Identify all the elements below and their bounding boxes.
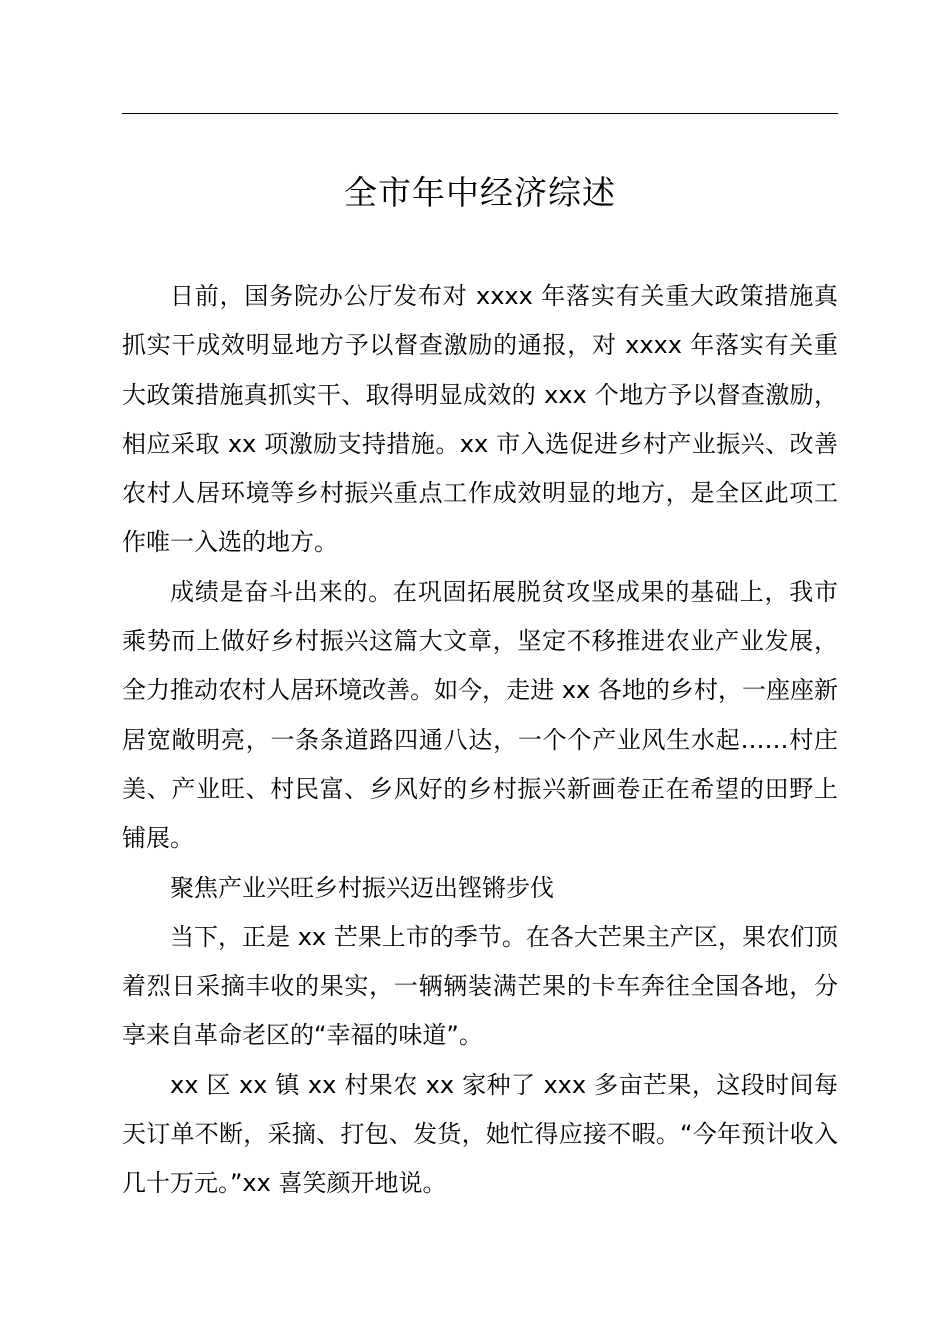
paragraph-achievements: 成绩是奋斗出来的。在巩固拓展脱贫攻坚成果的基础上，我市乘势而上做好乡村振兴这篇大文章，坚定不移推进农业产业发展，全力推动农村人居环境改善。如今，走进 xx 各地的乡村，一座座新居宽敞明亮，一条条道路四通八达，一个个产业风生水起……村庄美、产业旺、村民富、乡风好的乡村振兴新画卷正在希望的田野上铺展。: [122, 577, 838, 853]
paragraph-mango-season: 当下，正是 xx 芒果上市的季节。在各大芒果主产区，果农们顶着烈日采摘丰收的果实，一辆辆装满芒果的卡车奔往全国各地，分享来自革命老区的“幸福的味道”。: [122, 922, 838, 1050]
paragraph-intro: 日前，国务院办公厅发布对 xxxx 年落实有关重大政策措施真抓实干成效明显地方予以督查激励的通报，对 xxxx 年落实有关重大政策措施真抓实干、取得明显成效的 xxx 个地方予以督查激励，相应采取 xx 项激励支持措施。xx 市入选促进乡村产业振兴、改善农村人居环境等乡村振兴重点工作成效明显的地方，是全区此项工作唯一入选的地方。: [122, 282, 838, 557]
document-body: [122, 272, 838, 1209]
section-heading: 聚焦产业兴旺乡村振兴迈出铿锵步伐: [170, 873, 554, 902]
header-rule: [122, 113, 838, 114]
paragraph-farmer-quote: xx 区 xx 镇 xx 村果农 xx 家种了 xxx 多亩芒果，这段时间每天订单不断，采摘、打包、发货，她忙得应接不暇。“今年预计收入几十万元。”xx 喜笑颜开地说。: [122, 1070, 838, 1198]
document-title: 全市年中经济综述: [344, 173, 616, 212]
